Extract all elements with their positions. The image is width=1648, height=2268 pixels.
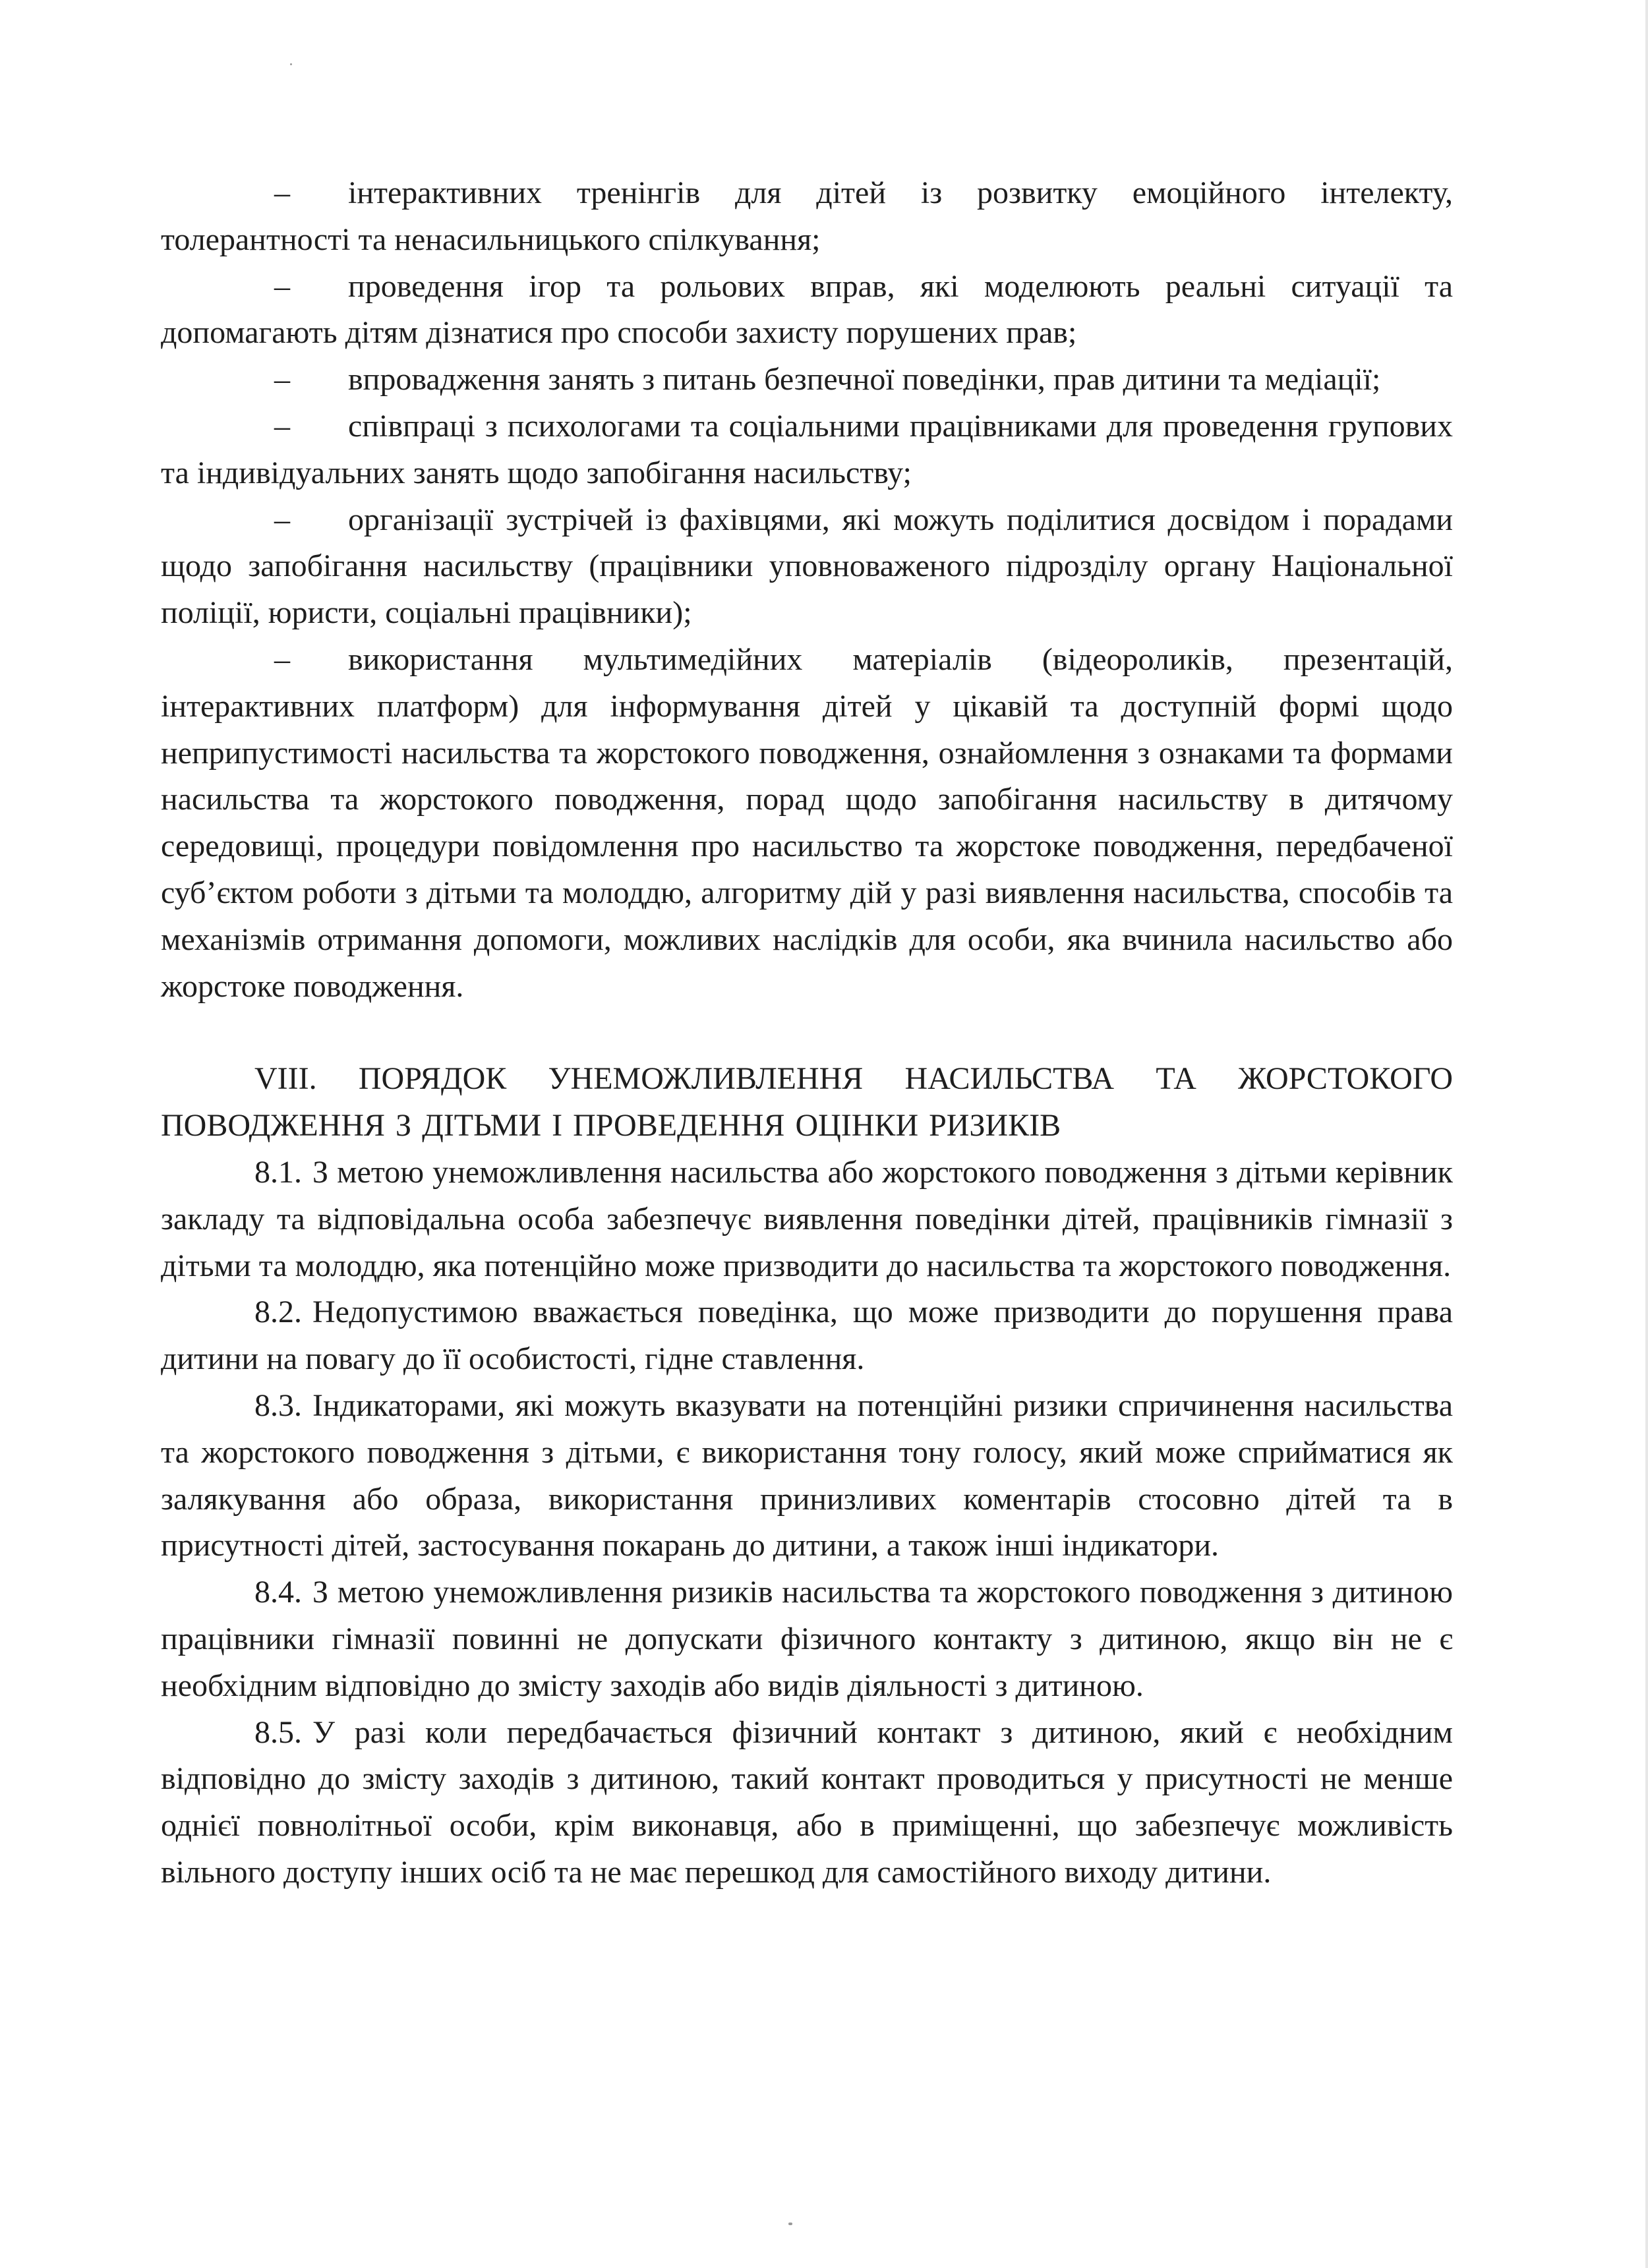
dash-marker: – [274,502,290,537]
list-item [161,637,1453,1010]
clause-number: 8.1. [254,1154,302,1190]
clause-text: У разі коли передбачається фізичний контакт з дитиною, який є необхідним відповідно до змісту заходів з дитиною, такий контакт проводиться у присутності не менше однієї повнолітньої особи, крім виконавця, або в приміщенні, що забезпечує можливість вільного доступу інших осіб та не має перешкод для самостійного виходу дитини. [161,1714,1453,1890]
list-item [161,403,1453,497]
clause [161,1710,1453,1896]
dash-marker: – [274,362,290,397]
list-item-text: інтерактивних тренінгів для дітей із розвитку емоційного інтелекту, толерантності та ненасильницького спілкування; [161,175,1453,257]
list-item [161,264,1453,357]
clause [161,1383,1453,1569]
clause [161,1569,1453,1709]
clause-text: З метою унеможливлення насильства або жорстокого поводження з дітьми керівник закладу та відповідальна особа забезпечує виявлення поведінки дітей, працівників гімназії з дітьми та молоддю, яка потенційно може призводити до насильства та жорстокого поводження. [161,1154,1453,1283]
list-item [161,497,1453,637]
clause-text: Індикаторами, які можуть вказувати на потенційні ризики спричинення насильства та жорстокого поводження з дітьми, є використання тону голосу, який може сприйматися як залякування або образа, використання принизливих коментарів стосовно дітей та в присутності дітей, застосування покарань до дитини, а також інші індикатори. [161,1387,1453,1563]
list-item [161,357,1453,403]
dash-marker: – [274,268,290,304]
dash-marker: – [274,641,290,677]
list-item-text: проведення ігор та рольових вправ, які моделюють реальні ситуації та допомагають дітям дізнатися про способи захисту порушених прав; [161,268,1453,351]
clause-number: 8.4. [254,1575,302,1610]
section-heading: VIII. ПОРЯДОК УНЕМОЖЛИВЛЕННЯ НАСИЛЬСТВА ТА ЖОРСТОКОГО ПОВОДЖЕННЯ З ДІТЬМИ І ПРОВЕДЕННЯ ОЦІНКИ РИЗИКІВ [161,1061,1453,1144]
dash-marker: – [274,175,290,210]
clause-number: 8.3. [254,1387,302,1423]
clause-number: 8.2. [254,1294,302,1330]
scan-speck [788,2223,792,2225]
document-body [161,170,1453,1896]
clause [161,1289,1453,1383]
clause-text: Недопустимою вважається поведінка, що може призводити до порушення права дитини на повагу до її особистості, гідне ставлення. [161,1294,1453,1377]
list-item-text: співпраці з психологами та соціальними працівниками для проведення групових та індивідуальних занять щодо запобігання насильству; [161,408,1453,490]
clause [161,1149,1453,1289]
list-item-text: організації зустрічей із фахівцями, які можуть поділитися досвідом і порадами щодо запобігання насильству (працівники уповноваженого підрозділу органу Національної поліції, юристи, соціальні працівники); [161,502,1453,631]
dash-marker: – [274,408,290,444]
list-item-text: використання мультимедійних матеріалів (відеороликів, презентацій, інтерактивних платформ) для інформування дітей у цікавій та доступній формі щодо неприпустимості насильства та жорстокого поводження, ознайомлення з ознаками та формами насильства та жорстокого поводження, порад щодо запобігання насильству в дитячому середовищі, процедури повідомлення про насильство та жорстоке поводження, передбаченої суб’єктом роботи з дітьми та молоддю, алгоритму дій у разі виявлення насильства, способів та механізмів отримання допомоги, можливих наслідків для особи, яка вчинила насильство або жорстоке поводження. [161,641,1453,1004]
scan-edge [1645,0,1648,2268]
clause-text: З метою унеможливлення ризиків насильства та жорстокого поводження з дитиною працівники гімназії повинні не допускати фізичного контакту з дитиною, якщо він не є необхідним відповідно до змісту заходів або видів діяльності з дитиною. [161,1575,1453,1703]
list-item [161,170,1453,264]
scan-speck [290,63,292,65]
clause-number: 8.5. [254,1714,302,1750]
list-item-text: впровадження занять з питань безпечної поведінки, прав дитини та медіації; [348,362,1381,397]
